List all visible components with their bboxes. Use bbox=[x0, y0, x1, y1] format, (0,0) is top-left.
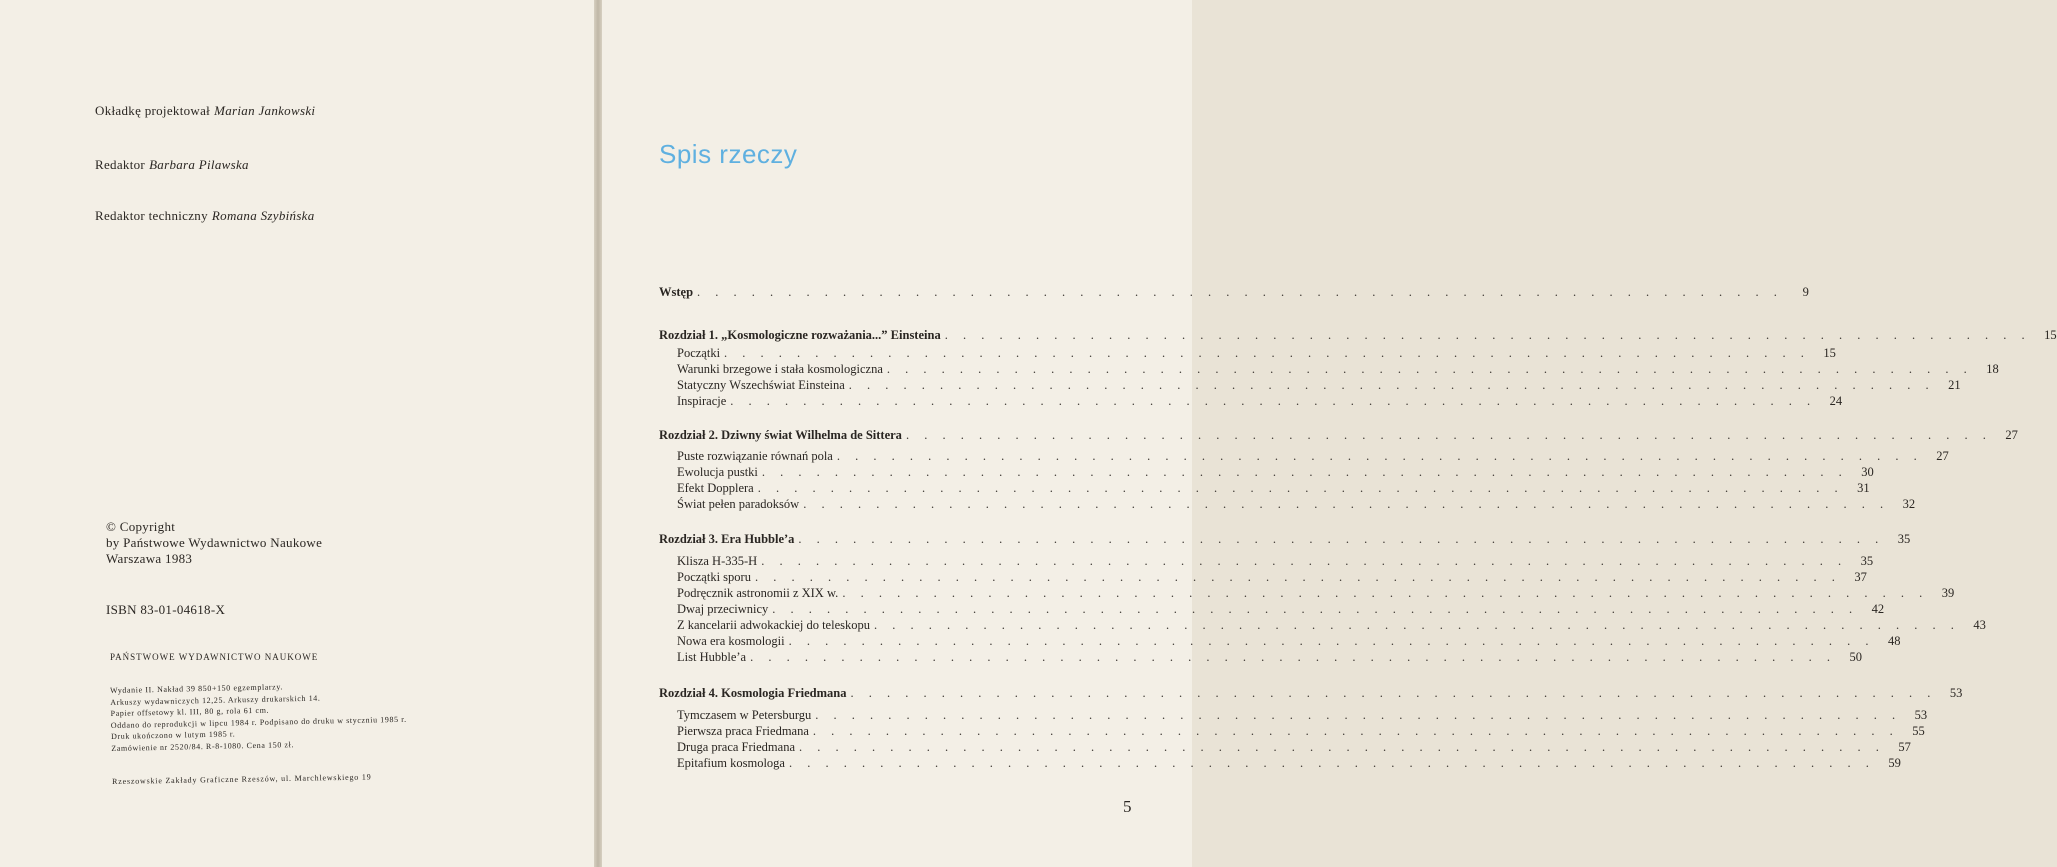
toc-leader-dots: . . . . . . . . . . . . . . . . . . . . . . . . . . . . . . . . . . . . . . . . . . . . . . . . . . . . . . . . . . . . bbox=[788, 634, 1875, 648]
technical-editor-credit-label: Redaktor techniczny bbox=[95, 208, 208, 223]
toc-entry-page: 35 bbox=[1860, 554, 1874, 568]
toc-title: Spis rzeczy bbox=[659, 139, 798, 169]
toc-chapter bbox=[659, 328, 2057, 344]
print-details bbox=[110, 679, 407, 754]
toc-section bbox=[677, 378, 1961, 394]
print-detail-line: Zamówienie nr 2520/84. R-8-1080. Cena 150 zł. bbox=[111, 739, 295, 753]
toc-entry bbox=[659, 285, 1809, 301]
toc-entry-page: 18 bbox=[1986, 362, 1999, 376]
toc-leader-dots: . . . . . . . . . . . . . . . . . . . . . . . . . . . . . . . . . . . . . . . . . . . . . . . . . . . . . . . . . . . . bbox=[873, 618, 1960, 632]
toc-section bbox=[677, 724, 1925, 740]
toc-entry-page: 27 bbox=[2005, 428, 2018, 442]
book-gutter bbox=[594, 0, 602, 867]
toc-leader-dots: . . . . . . . . . . . . . . . . . . . . . . . . . . . . . . . . . . . . . . . . . . . . . . . . . . . . . . . . . . . . bbox=[886, 362, 1973, 376]
toc-entry-label: Druga praca Friedmana bbox=[677, 740, 795, 754]
toc-entry-page: 39 bbox=[1941, 586, 1955, 600]
toc-entry-label: Efekt Dopplera bbox=[677, 481, 754, 495]
toc-section bbox=[677, 449, 1949, 465]
toc-entry-page: 15 bbox=[1823, 346, 1836, 360]
toc-section bbox=[677, 634, 1901, 650]
toc-entry-label: Inspiracje bbox=[677, 394, 727, 408]
toc-section bbox=[677, 756, 1901, 772]
cover-credit bbox=[95, 103, 315, 119]
toc-entry-page: 43 bbox=[1973, 618, 1986, 632]
toc-section bbox=[677, 740, 1911, 756]
toc-entry-label: Świat pełen paradoksów bbox=[677, 497, 800, 511]
toc-entry-label: Tymczasem w Petersburgu bbox=[677, 708, 812, 722]
technical-editor-credit-name: Romana Szybińska bbox=[211, 208, 315, 223]
toc-entry-label: Rozdział 1. „Kosmologiczne rozważania...” Einsteina bbox=[659, 328, 941, 342]
toc-entry-page: 55 bbox=[1912, 724, 1925, 738]
toc-entry-page: 31 bbox=[1857, 481, 1870, 495]
print-detail-line: Wydanie II. Nakład 39 850+150 egzemplarzy. bbox=[110, 682, 284, 695]
page-number: 5 bbox=[1123, 797, 1132, 816]
copyright-line: by Państwowe Wydawnictwo Naukowe bbox=[106, 535, 323, 550]
toc-entry-page: 27 bbox=[1936, 449, 1949, 463]
print-detail-line: Arkuszy wydawniczych 12,25. Arkuszy drukarskich 14. bbox=[110, 693, 321, 707]
toc-leader-dots: . . . . . . . . . . . . . . . . . . . . . . . . . . . . . . . . . . . . . . . . . . . . . . . . . . . . . . . . . . . . bbox=[944, 328, 2031, 342]
toc-entry-page: 53 bbox=[1949, 686, 1963, 700]
toc-entry-label: Początki bbox=[677, 346, 721, 360]
toc-leader-dots: . . . . . . . . . . . . . . . . . . . . . . . . . . . . . . . . . . . . . . . . . . . . . . . . . . . . . . . . . . . . bbox=[850, 686, 1937, 700]
cover-credit-label: Okładkę projektował bbox=[95, 103, 211, 118]
toc-entry-label: Nowa era kosmologii bbox=[677, 634, 785, 648]
left-page bbox=[0, 0, 594, 867]
printer-info: Rzeszowskie Zakłady Graficzne Rzeszów, ul. Marchlewskiego 19 bbox=[112, 772, 372, 786]
toc-chapter bbox=[659, 428, 2018, 444]
toc-leader-dots: . . . . . . . . . . . . . . . . . . . . . . . . . . . . . . . . . . . . . . . . . . . . . . . . . . . . . . . . . . . . bbox=[761, 465, 1848, 479]
toc-entry-page: 9 bbox=[1802, 285, 1809, 299]
toc-entry-page: 57 bbox=[1898, 740, 1911, 754]
toc-leader-dots: . . . . . . . . . . . . . . . . . . . . . . . . . . . . . . . . . . . . . . . . . . . . . . . . . . . . . . . . . . . . bbox=[788, 756, 1875, 770]
toc-entry-page: 15 bbox=[2044, 328, 2057, 342]
toc-entry-label: Ewolucja pustki bbox=[677, 465, 758, 479]
toc-leader-dots: . . . . . . . . . . . . . . . . . . . . . . . . . . . . . . . . . . . . . . . . . . . . . . . . . . . . . . . . . . . . bbox=[815, 708, 1902, 722]
toc-section bbox=[677, 346, 1836, 362]
publisher-name: PAŃSTWOWE WYDAWNICTWO NAUKOWE bbox=[110, 652, 319, 662]
toc-entry-page: 24 bbox=[1829, 394, 1843, 408]
toc-entry-label: Warunki brzegowe i stała kosmologiczna bbox=[677, 362, 883, 376]
toc-leader-dots: . . . . . . . . . . . . . . . . . . . . . . . . . . . . . . . . . . . . . . . . . . . . . . . . . . . . . . . . . . . . bbox=[724, 346, 1810, 360]
toc-leader-dots: . . . . . . . . . . . . . . . . . . . . . . . . . . . . . . . . . . . . . . . . . . . . . . . . . . . . . . . . . . . . bbox=[772, 602, 1859, 616]
toc-entry-page: 32 bbox=[1902, 497, 1916, 511]
toc-entry-page: 37 bbox=[1854, 570, 1867, 584]
toc-leader-dots: . . . . . . . . . . . . . . . . . . . . . . . . . . . . . . . . . . . . . . . . . . . . . . . . . . . . . . . . . . . . bbox=[836, 449, 1923, 463]
technical-editor-credit bbox=[95, 208, 315, 224]
toc-entry-page: 42 bbox=[1871, 602, 1885, 616]
toc-leader-dots: . . . . . . . . . . . . . . . . . . . . . . . . . . . . . . . . . . . . . . . . . . . . . . . . . . . . . . . . . . . . bbox=[697, 285, 1783, 299]
toc-section bbox=[677, 497, 1916, 513]
toc-section bbox=[677, 394, 1843, 410]
toc-entry-label: Rozdział 4. Kosmologia Friedmana bbox=[659, 686, 847, 700]
toc-leader-dots: . . . . . . . . . . . . . . . . . . . . . . . . . . . . . . . . . . . . . . . . . . . . . . . . . . . . . . . . . . . . bbox=[848, 378, 1935, 392]
toc-leader-dots: . . . . . . . . . . . . . . . . . . . . . . . . . . . . . . . . . . . . . . . . . . . . . . . . . . . . . . . . . . . . bbox=[754, 570, 1841, 584]
toc-section bbox=[677, 602, 1885, 618]
toc-section bbox=[677, 481, 1870, 497]
toc-leader-dots: . . . . . . . . . . . . . . . . . . . . . . . . . . . . . . . . . . . . . . . . . . . . . . . . . . . . . . . . . . . . bbox=[750, 650, 1836, 664]
toc-entry-page: 59 bbox=[1888, 756, 1901, 770]
editor-credit bbox=[95, 157, 249, 173]
toc-entry-label: Początki sporu bbox=[677, 570, 751, 584]
copyright-line: © Copyright bbox=[106, 519, 176, 534]
cover-credit-name: Marian Jankowski bbox=[214, 103, 316, 118]
toc-leader-dots: . . . . . . . . . . . . . . . . . . . . . . . . . . . . . . . . . . . . . . . . . . . . . . . . . . . . . . . . . . . . bbox=[799, 740, 1885, 754]
editor-credit-name: Barbara Pilawska bbox=[149, 157, 249, 172]
toc-entry-label: Epitafium kosmologa bbox=[677, 756, 785, 770]
toc-entry-label: Z kancelarii adwokackiej do teleskopu bbox=[677, 618, 870, 632]
toc-leader-dots: . . . . . . . . . . . . . . . . . . . . . . . . . . . . . . . . . . . . . . . . . . . . . . . . . . . . . . . . . . . . bbox=[798, 532, 1885, 546]
toc-entry-label: List Hubble’a bbox=[677, 650, 747, 664]
toc-entry-label: Klisza H-335-H bbox=[677, 554, 758, 568]
toc-entry-page: 48 bbox=[1888, 634, 1901, 648]
toc-leader-dots: . . . . . . . . . . . . . . . . . . . . . . . . . . . . . . . . . . . . . . . . . . . . . . . . . . . . . . . . . . . . bbox=[761, 554, 1848, 568]
toc-entry-page: 50 bbox=[1849, 650, 1862, 664]
toc-entry-page: 30 bbox=[1861, 465, 1874, 479]
toc-entry-label: Puste rozwiązanie równań pola bbox=[677, 449, 833, 463]
toc-entry-label: Podręcznik astronomii z XIX w. bbox=[677, 586, 839, 600]
toc-section bbox=[677, 618, 1986, 634]
toc-entry-label: Dwaj przeciwnicy bbox=[677, 602, 769, 616]
toc-leader-dots: . . . . . . . . . . . . . . . . . . . . . . . . . . . . . . . . . . . . . . . . . . . . . . . . . . . . . . . . . . . . bbox=[842, 586, 1929, 600]
print-detail-line: Druk ukończono w lutym 1985 r. bbox=[110, 729, 236, 741]
print-detail-line: Oddano do reprodukcji w lipcu 1984 r. Podpisano do druku w styczniu 1985 r. bbox=[110, 714, 407, 730]
toc-section bbox=[677, 362, 1999, 378]
toc-entry-label: Statyczny Wszechświat Einsteina bbox=[677, 378, 845, 392]
toc-chapter bbox=[659, 686, 1963, 702]
toc-entry-label: Pierwsza praca Friedmana bbox=[677, 724, 809, 738]
toc-entry-label: Wstęp bbox=[659, 285, 694, 299]
toc-leader-dots: . . . . . . . . . . . . . . . . . . . . . . . . . . . . . . . . . . . . . . . . . . . . . . . . . . . . . . . . . . . . bbox=[812, 724, 1899, 738]
toc-entry-label: Rozdział 2. Dziwny świat Wilhelma de Sittera bbox=[659, 428, 902, 442]
toc-section bbox=[677, 650, 1862, 666]
toc-section bbox=[677, 708, 1928, 724]
copyright-block bbox=[106, 519, 322, 567]
toc-section bbox=[677, 570, 1867, 586]
toc-section bbox=[677, 465, 1874, 481]
toc-section bbox=[677, 586, 1955, 602]
toc-entry-page: 21 bbox=[1948, 378, 1961, 392]
toc-leader-dots: . . . . . . . . . . . . . . . . . . . . . . . . . . . . . . . . . . . . . . . . . . . . . . . . . . . . . . . . . . . . bbox=[757, 481, 1844, 495]
copyright-line: Warszawa 1983 bbox=[106, 551, 193, 566]
toc-section bbox=[677, 554, 1874, 570]
toc-entry-page: 35 bbox=[1897, 532, 1911, 546]
toc-entry-page: 53 bbox=[1914, 708, 1928, 722]
toc-entry-label: Rozdział 3. Era Hubble’a bbox=[659, 532, 795, 546]
isbn: ISBN 83-01-04618-X bbox=[106, 602, 226, 617]
toc-leader-dots: . . . . . . . . . . . . . . . . . . . . . . . . . . . . . . . . . . . . . . . . . . . . . . . . . . . . . . . . . . . . bbox=[803, 497, 1890, 511]
print-detail-line: Papier offsetowy kl. III, 80 g, rola 61 cm. bbox=[110, 705, 270, 718]
editor-credit-label: Redaktor bbox=[95, 157, 146, 172]
toc-chapter bbox=[659, 532, 1911, 548]
toc-leader-dots: . . . . . . . . . . . . . . . . . . . . . . . . . . . . . . . . . . . . . . . . . . . . . . . . . . . . . . . . . . . . bbox=[905, 428, 1992, 442]
toc-leader-dots: . . . . . . . . . . . . . . . . . . . . . . . . . . . . . . . . . . . . . . . . . . . . . . . . . . . . . . . . . . . . bbox=[730, 394, 1817, 408]
